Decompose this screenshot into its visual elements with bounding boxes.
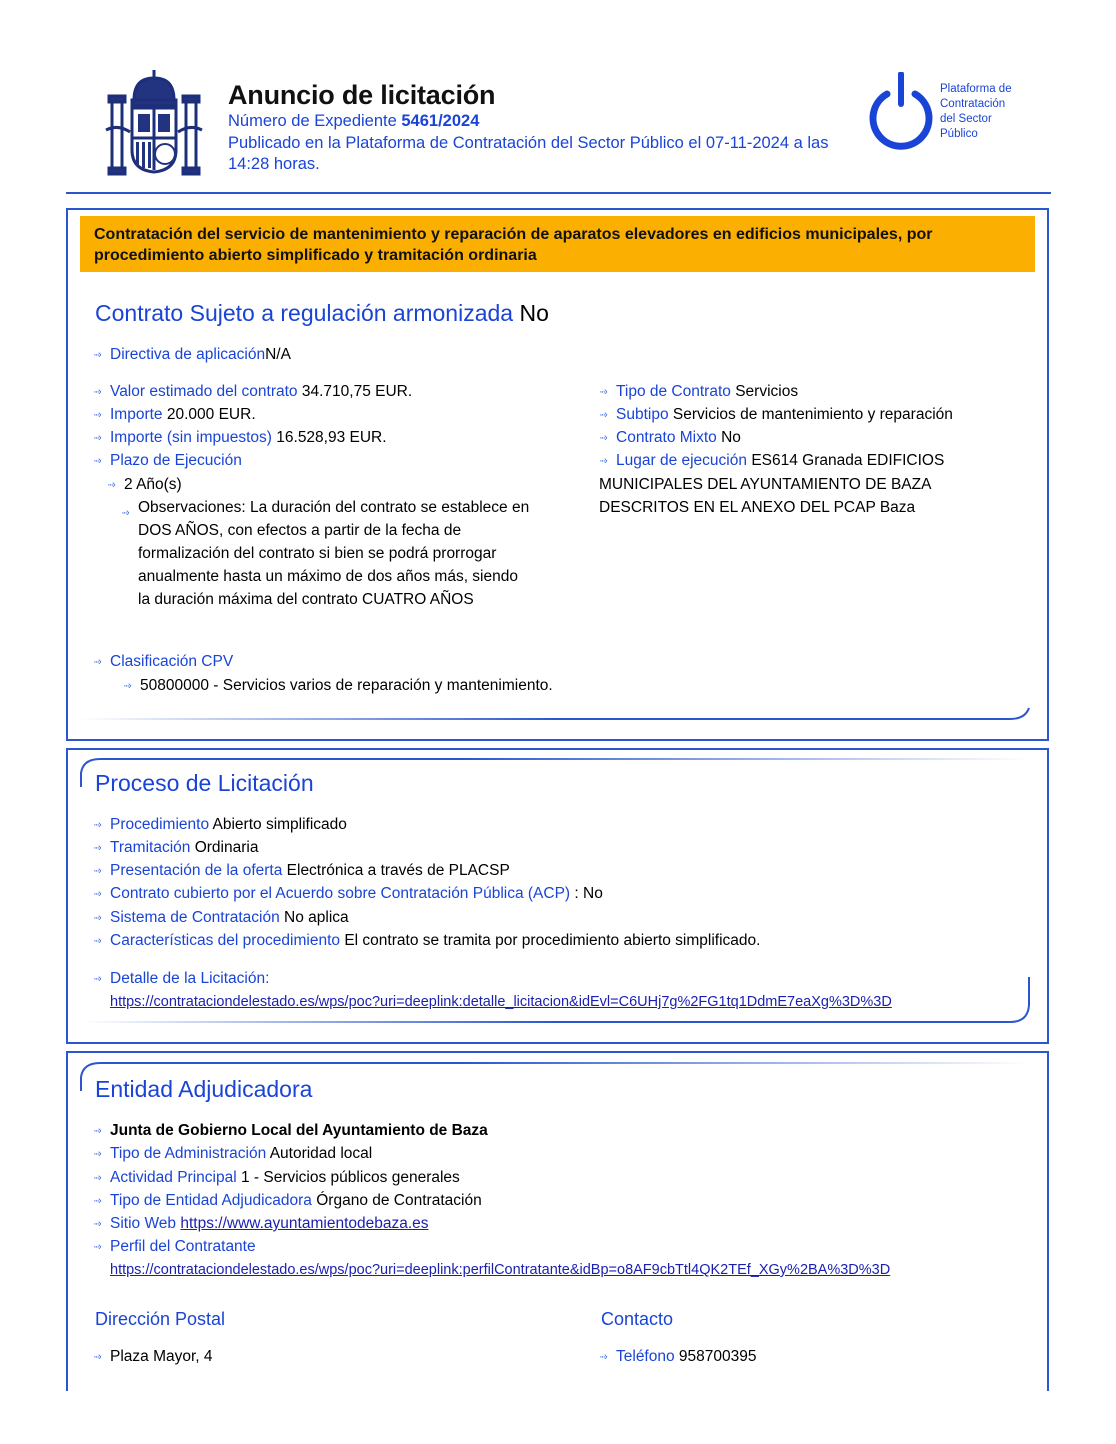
detalle-licitacion-link[interactable]: https://contrataciondelestado.es/wps/poc?uri=deeplink:detalle_licitacion&idEvl=C6UHj7g%2FG1tq1DdmE7eaXg%3D%3D: [110, 994, 892, 1010]
field-contrato-mixto: ···› Contrato Mixto No: [599, 426, 741, 450]
arrow-bullet-icon: ···›: [93, 1172, 100, 1184]
arrow-bullet-icon: ···›: [599, 386, 606, 398]
document-header: [0, 0, 1116, 200]
arrow-bullet-icon: ···›: [93, 656, 100, 668]
arrow-bullet-icon: ···›: [93, 912, 100, 924]
page-title: Anuncio de licitación: [228, 80, 496, 110]
section-title-proceso: Proceso de Licitación: [95, 770, 314, 796]
expediente-line: [228, 112, 479, 131]
field-perfil-contratante: ···› Perfil del Contratante: [93, 1235, 256, 1259]
arrow-bullet-icon: ···›: [93, 819, 100, 831]
coat-of-arms-icon: [104, 70, 204, 176]
field-valor-estimado: ···› Valor estimado del contrato 34.710,75 EUR.: [93, 380, 412, 404]
field-subtipo: ···› Subtipo Servicios de mantenimiento y reparación: [599, 403, 953, 427]
platform-logo-text: Plataforma de Contratación del Sector Público: [940, 83, 1012, 140]
arrow-bullet-icon: ···›: [123, 680, 130, 692]
arrow-bullet-icon: ···›: [107, 479, 114, 491]
field-tipo-contrato: ···› Tipo de Contrato Servicios: [599, 380, 798, 404]
field-telefono: ···› Teléfono 958700395: [599, 1345, 757, 1369]
arrow-bullet-icon: ···›: [93, 888, 100, 900]
arrow-bullet-icon: ···›: [93, 1241, 100, 1253]
arrow-bullet-icon: ···›: [599, 1351, 606, 1363]
field-direccion: ···› Plaza Mayor, 4: [93, 1345, 213, 1369]
field-directiva: ···› Directiva de aplicaciónN/A: [93, 343, 291, 367]
arrow-bullet-icon: ···›: [93, 1351, 100, 1363]
contract-title-banner: Contratación del servicio de mantenimiento y reparación de aparatos elevadores en edificios municipales, por procedimiento abierto simplificado y tramitación ordinaria: [80, 216, 1035, 272]
direccion-postal-heading: Dirección Postal: [95, 1309, 226, 1329]
field-actividad-principal: ···› Actividad Principal 1 - Servicios públicos generales: [93, 1166, 460, 1190]
perfil-contratante-link[interactable]: https://contrataciondelestado.es/wps/poc?uri=deeplink:perfilContratante&idBp=o8AF9cbTtl4QK2TEf_XGy%2BA%3D%3D: [110, 1262, 891, 1278]
field-detalle-licitacion: ···› Detalle de la Licitación:: [93, 967, 269, 991]
field-tipo-entidad: ···› Tipo de Entidad Adjudicadora Órgano de Contratación: [93, 1189, 482, 1213]
field-observaciones: ···› Observaciones: La duración del contrato se establece en DOS AÑOS, con efectos a partir de la fecha de formalización del contrato si bien se podrá prorrogar anualmente hasta un máximo de dos años más, siendo la duración máxima del contrato CUATRO AÑOS: [121, 499, 530, 608]
field-procedimiento: ···› Procedimiento Abierto simplificado: [93, 813, 347, 837]
contacto-heading: Contacto: [601, 1309, 674, 1329]
arrow-bullet-icon: ···›: [93, 1148, 100, 1160]
header-divider: [66, 192, 1051, 194]
section-decoration-curve: [80, 706, 1030, 722]
arrow-bullet-icon: ···›: [93, 973, 100, 985]
arrow-bullet-icon: ···›: [93, 865, 100, 877]
arrow-bullet-icon: ···›: [93, 386, 100, 398]
arrow-bullet-icon: ···›: [93, 1195, 100, 1207]
field-tipo-administracion: ···› Tipo de Administración Autoridad local: [93, 1142, 372, 1166]
arrow-bullet-icon: ···›: [93, 842, 100, 854]
sitio-web-link[interactable]: https://www.ayuntamientodebaza.es: [180, 1215, 429, 1232]
field-lugar-ejecucion: ···› Lugar de ejecución ES614 Granada EDIFICIOS MUNICIPALES DEL AYUNTAMIENTO DE BAZA DESCRITOS EN EL ANEXO DEL PCAP Baza: [599, 452, 945, 516]
field-importe-sin-impuestos: ···› Importe (sin impuestos) 16.528,93 EUR.: [93, 426, 387, 450]
field-plazo-ejecucion: ···› Plazo de Ejecución: [93, 449, 242, 473]
arrow-bullet-icon: ···›: [93, 1218, 100, 1230]
perfil-link-row: [110, 1258, 890, 1282]
section-decoration-curve: [80, 975, 1030, 1025]
arrow-bullet-icon: ···›: [599, 409, 606, 421]
arrow-bullet-icon: ···›: [93, 935, 100, 947]
field-plazo-value: ···› 2 Año(s): [107, 473, 182, 497]
arrow-bullet-icon: ···›: [93, 409, 100, 421]
field-sitio-web: ···› Sitio Web https://www.ayuntamientodebaza.es: [93, 1212, 429, 1236]
arrow-bullet-icon: ···›: [93, 432, 100, 444]
field-acp: ···› Contrato cubierto por el Acuerdo sobre Contratación Pública (ACP) : No: [93, 882, 603, 906]
arrow-bullet-icon: ···›: [93, 455, 100, 467]
arrow-bullet-icon: ···›: [599, 455, 606, 467]
field-caracteristicas: ···› Características del procedimiento El contrato se tramita por procedimiento abierto simplificado.: [93, 929, 760, 953]
field-entidad-nombre: ···› Junta de Gobierno Local del Ayuntamiento de Baza: [93, 1119, 488, 1143]
arrow-bullet-icon: ···›: [93, 1125, 100, 1137]
field-sistema-contratacion: ···› Sistema de Contratación No aplica: [93, 906, 349, 930]
field-tramitacion: ···› Tramitación Ordinaria: [93, 836, 258, 860]
field-importe: ···› Importe 20.000 EUR.: [93, 403, 256, 427]
publication-info: Publicado en la Plataforma de Contratación del Sector Público el 07-11-2024 a las 14:28 horas.: [228, 134, 829, 173]
field-presentacion-oferta: ···› Presentación de la oferta Electrónica a través de PLACSP: [93, 859, 510, 883]
arrow-bullet-icon: ···›: [121, 507, 128, 519]
arrow-bullet-icon: ···›: [93, 349, 100, 361]
section-title-regulacion: Contrato Sujeto a regulación armonizada No: [95, 300, 549, 326]
field-cpv: ···› Clasificación CPV: [93, 650, 233, 674]
arrow-bullet-icon: ···›: [599, 432, 606, 444]
field-cpv-value: ···› 50800000 - Servicios varios de reparación y mantenimiento.: [123, 674, 553, 698]
expediente-number: 5461/2024: [401, 112, 480, 130]
expediente-label: Número de Expediente: [228, 112, 397, 130]
section-title-entidad: Entidad Adjudicadora: [95, 1076, 313, 1102]
